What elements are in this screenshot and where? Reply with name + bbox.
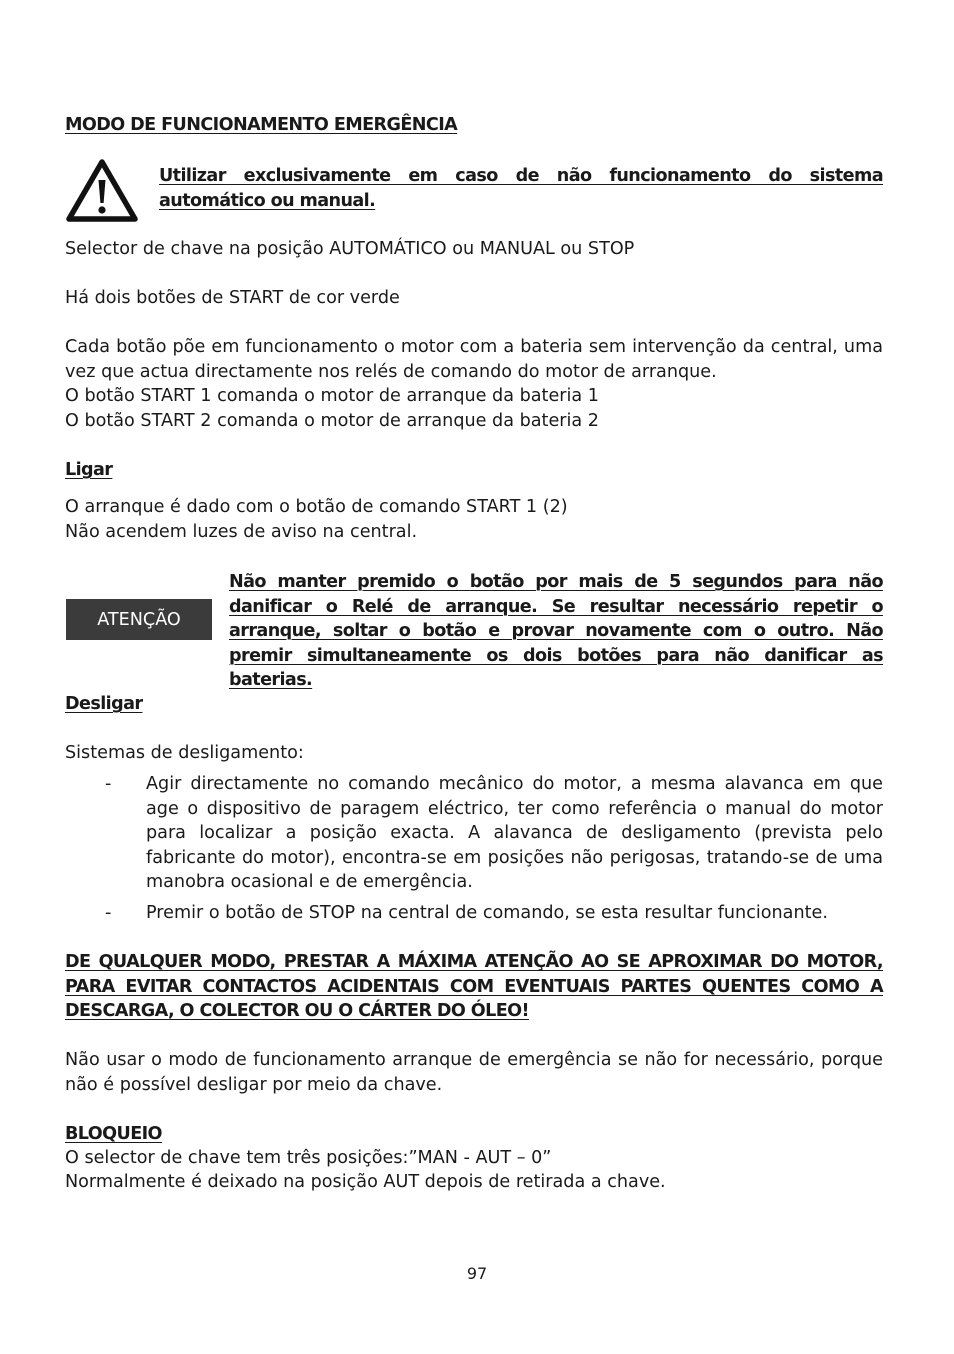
- ligar-line-1: O arranque é dado com o botão de comando START 1 (2): [65, 497, 568, 517]
- start-buttons-paragraph: Há dois botões de START de cor verde: [65, 288, 400, 308]
- list-item: [65, 901, 883, 926]
- warning-text: Utilizar exclusivamente em caso de não funcionamento do sistema automático ou manual.: [159, 166, 883, 211]
- bullet-dash: -: [105, 903, 112, 923]
- start1-line: O botão START 1 comanda o motor de arranque da bateria 1: [65, 386, 599, 406]
- bloqueio-line-2: Normalmente é deixado na posição AUT depois de retirada a chave.: [65, 1172, 666, 1192]
- ligar-line-2: Não acendem luzes de aviso na central.: [65, 522, 418, 542]
- not-use-paragraph: Não usar o modo de funcionamento arranque de emergência se não for necessário, porque não é possível desligar por meio da chave.: [65, 1050, 883, 1095]
- bloqueio-heading: BLOQUEIO: [65, 1124, 162, 1144]
- page-title: MODO DE FUNCIONAMENTO EMERGÊNCIA: [65, 115, 458, 135]
- desligar-heading: Desligar: [65, 694, 143, 714]
- attention-text: Não manter premido o botão por mais de 5 segundos para não danificar o Relé de arranque. Se resultar necessário repetir o arranque, soltar o botão e provar novamente com o outro. Não premir simultaneamente os dois botões para não danificar as baterias.: [229, 572, 883, 690]
- list-item: [65, 772, 883, 896]
- each-button-paragraph: Cada botão põe em funcionamento o motor com a bateria sem intervenção da central, uma vez que actua directamente nos relés de comando do motor de arranque.: [65, 337, 883, 382]
- selector-paragraph: Selector de chave na posição AUTOMÁTICO ou MANUAL ou STOP: [65, 239, 635, 259]
- caution-paragraph: DE QUALQUER MODO, PRESTAR A MÁXIMA ATENÇÃO AO SE APROXIMAR DO MOTOR, PARA EVITAR CONTACTOS ACIDENTAIS COM EVENTUAIS PARTES QUENTES COMO A DESCARGA, O COLECTOR OU O CÁRTER DO ÓLEO!: [65, 952, 883, 1021]
- attention-badge: ATENÇÃO: [66, 599, 212, 640]
- start2-line: O botão START 2 comanda o motor de arranque da bateria 2: [65, 411, 599, 431]
- bloqueio-line-1: O selector de chave tem três posições:”MAN - AUT – 0”: [65, 1148, 552, 1168]
- page-number: 97: [466, 1264, 488, 1283]
- warning-triangle-icon: [66, 158, 138, 224]
- bullet-dash: -: [105, 774, 112, 794]
- ligar-heading: Ligar: [65, 460, 113, 480]
- list-item-text: Premir o botão de STOP na central de comando, se esta resultar funcionante.: [146, 903, 828, 923]
- desligar-intro: Sistemas de desligamento:: [65, 743, 304, 763]
- list-item-text: Agir directamente no comando mecânico do motor, a mesma alavanca em que age o dispositivo de paragem eléctrico, ter como referência o manual do motor para localizar a posição exacta. A alavanca de desligamento (prevista pelo fabricante do motor), encontra-se em posições não perigosas, tratando-se de uma manobra ocasional e de emergência.: [146, 774, 883, 892]
